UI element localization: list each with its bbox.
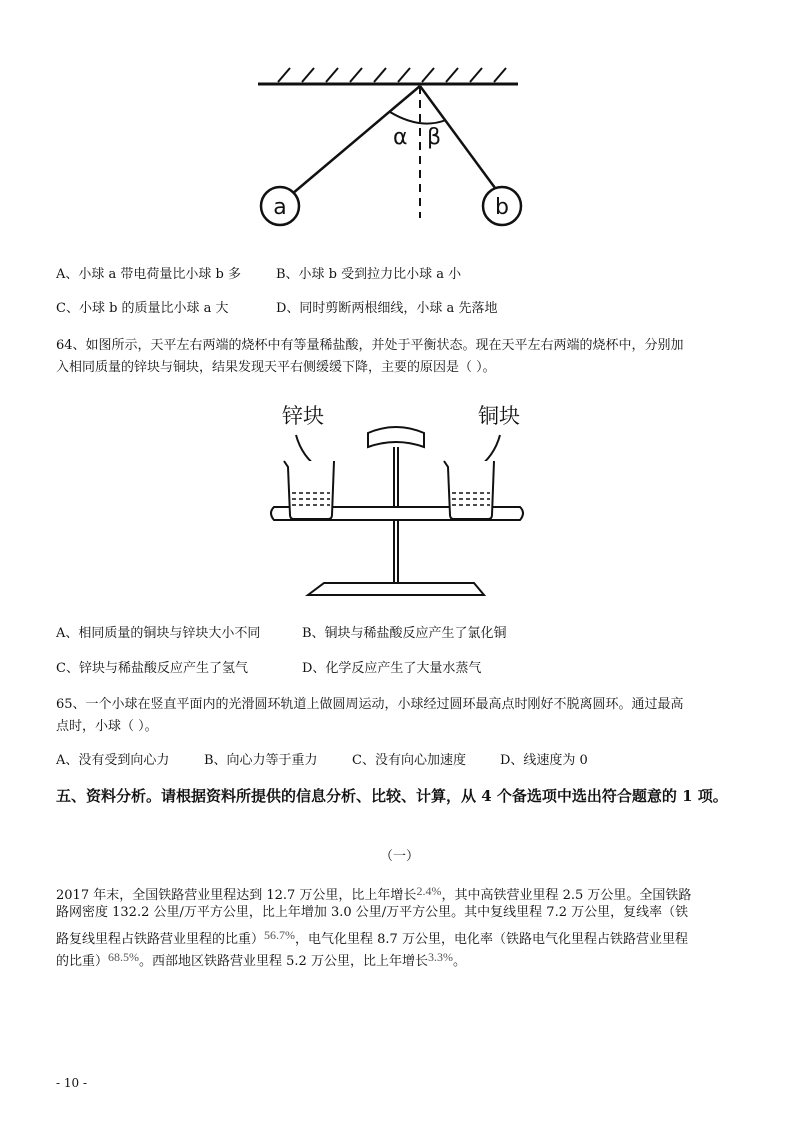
left-beaker [284, 461, 334, 519]
q64-option-b: B、铜块与稀盐酸反应产生了氯化铜 [302, 626, 507, 641]
q63-option-d: D、同时剪断两根细线，小球 a 先落地 [276, 301, 498, 316]
p1-part1: 2017 年末，全国铁路营业里程达到 12.7 万公里，比上年增长 [56, 888, 417, 903]
balance-scale-figure [250, 395, 550, 605]
q64-stem-line2: 入相同质量的锌块与铜块，结果发现天平右侧缓缓下降，主要的原因是（ ）。 [56, 360, 496, 375]
q63-option-a: A、小球 a 带电荷量比小球 b 多 [56, 267, 241, 282]
p1-pct1: 2.4% [416, 884, 442, 898]
q65-stem-line2: 点时，小球（ ）。 [56, 719, 158, 734]
paragraph-line-4 [56, 946, 466, 973]
scale-base [308, 583, 484, 595]
beta-label: β [427, 125, 442, 150]
angle-arc [390, 112, 446, 124]
ball-a-label: a [273, 195, 287, 220]
alpha-label: α [393, 125, 408, 150]
q65-option-d: D、线速度为 0 [500, 753, 588, 768]
q65-option-b: B、向心力等于重力 [204, 753, 318, 768]
p4-pct2: 3.3% [427, 950, 453, 964]
ceiling [258, 68, 518, 84]
p3-part2: ，电气化里程 8.7 万公里，电化率（铁路电气化里程占铁路营业里程 [295, 932, 688, 947]
p4-part3: 。 [452, 954, 466, 969]
indicator [368, 427, 424, 447]
q64-option-a: A、相同质量的铜块与锌块大小不同 [56, 626, 261, 641]
q64-option-c: C、锌块与稀盐酸反应产生了氢气 [56, 661, 248, 676]
p3-pct: 56.7% [264, 928, 296, 942]
right-beaker [444, 461, 494, 519]
p1-part2: ，其中高铁营业里程 2.5 万公里。全国铁路 [441, 888, 692, 903]
p4-part2: 。西部地区铁路营业里程 5.2 万公里，比上年增长 [139, 954, 428, 969]
section5-heading: 五、资料分析。请根据资料所提供的信息分析、比较、计算，从 4 个备选项中选出符合题意的 1 项。 [56, 787, 728, 805]
zinc-label: 锌块 [282, 404, 324, 428]
copper-label: 铜块 [478, 404, 520, 428]
q63-option-c: C、小球 b 的质量比小球 a 大 [56, 301, 229, 316]
p4-part1: 的比重） [56, 954, 109, 969]
q65-option-a: A、没有受到向心力 [56, 753, 170, 768]
q63-option-b: B、小球 b 受到拉力比小球 a 小 [276, 267, 462, 282]
page-number: - 10 - [56, 1076, 88, 1090]
hanging-balls-figure [250, 58, 530, 238]
q64-stem-line1: 64、如图所示，天平左右两端的烧杯中有等量稀盐酸，并处于平衡状态。现在天平左右两端的烧杯中，分别加 [56, 338, 684, 353]
section5-subheading: （一） [380, 849, 420, 864]
q65-stem-line1: 65、一个小球在竖直平面内的光滑圆环轨道上做圆周运动，小球经过圆环最高点时刚好不脱离圆环。通过最高 [56, 697, 684, 712]
ball-b-label: b [495, 195, 509, 220]
q65-option-c: C、没有向心加速度 [352, 753, 466, 768]
paragraph-line-2: 路网密度 132.2 公里/万平方公里，比上年增加 3.0 公里/万平方公里。其中复线里程 7.2 万公里，复线率（铁 [56, 905, 689, 920]
p3-part1: 路复线里程占铁路营业里程的比重） [56, 932, 265, 947]
q64-option-d: D、化学反应产生了大量水蒸气 [302, 661, 482, 676]
p4-pct1: 68.5% [108, 950, 140, 964]
